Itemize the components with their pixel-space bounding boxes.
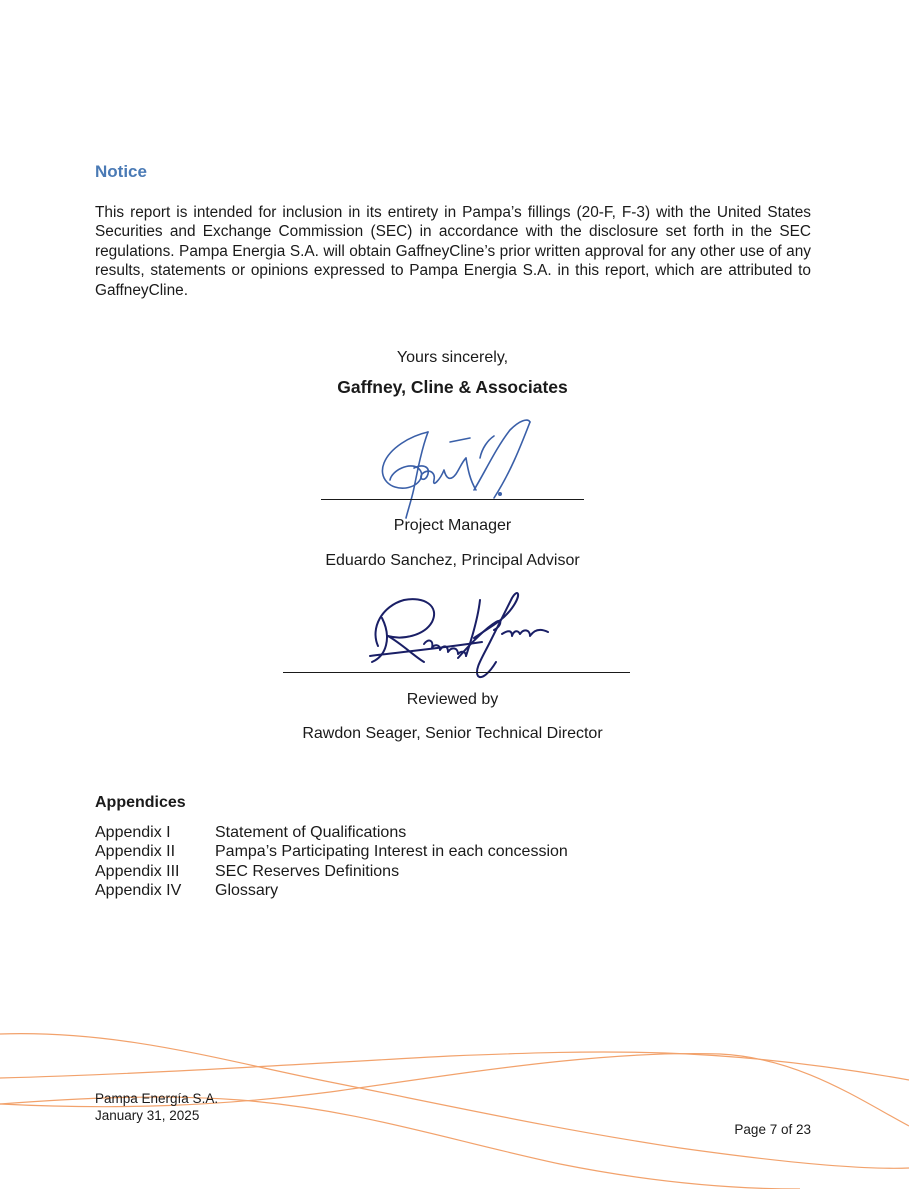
appendix-id: Appendix II xyxy=(95,843,176,861)
appendix-list xyxy=(95,823,568,901)
appendix-item xyxy=(95,842,568,861)
notice-body: This report is intended for inclusion in its entirety in Pampa’s fillings (20-F, F-3) with the United States Securities and Exchange Commission (SEC) in accordance with the disclosure set forth in the SEC regulations. Pampa Energia S.A. will obtain GaffneyCline’s prior written approval for any other use of any results, statements or opinions expressed to Pampa Energia S.A. in this report, which are attributed to GaffneyCline. xyxy=(95,204,811,299)
closing-salutation: Yours sincerely, xyxy=(396,349,509,366)
footer-date: January 31, 2025 xyxy=(95,1108,200,1123)
appendix-title: Statement of Qualifications xyxy=(215,824,407,841)
appendix-item xyxy=(95,862,568,881)
signature-2-image xyxy=(362,578,552,686)
footer-client: Pampa Energía S.A. xyxy=(95,1091,219,1106)
appendix-title: Pampa’s Participating Interest in each concession xyxy=(215,843,568,861)
signatory-1-role: Project Manager xyxy=(393,517,512,534)
footer-client-block xyxy=(95,1090,218,1124)
appendix-id: Appendix I xyxy=(95,824,171,841)
signatory-2-name: Rawdon Seager, Senior Technical Director xyxy=(302,725,603,742)
appendix-title: Glossary xyxy=(215,882,279,900)
signature-line-2 xyxy=(283,672,630,673)
signature-1-image xyxy=(370,418,540,523)
notice-heading: Notice xyxy=(95,162,147,181)
signature-line-1 xyxy=(321,499,584,500)
appendix-item xyxy=(95,881,568,900)
appendix-title: SEC Reserves Definitions xyxy=(215,862,400,880)
company-name: Gaffney, Cline & Associates xyxy=(337,377,568,397)
signatory-2-role: Reviewed by xyxy=(406,691,499,708)
appendix-id: Appendix III xyxy=(95,862,180,880)
appendix-item xyxy=(95,823,568,842)
signatory-1-name: Eduardo Sanchez, Principal Advisor xyxy=(325,552,580,569)
appendix-id: Appendix IV xyxy=(95,882,182,900)
appendices-heading: Appendices xyxy=(95,794,186,811)
page-number: Page 7 of 23 xyxy=(734,1122,811,1137)
